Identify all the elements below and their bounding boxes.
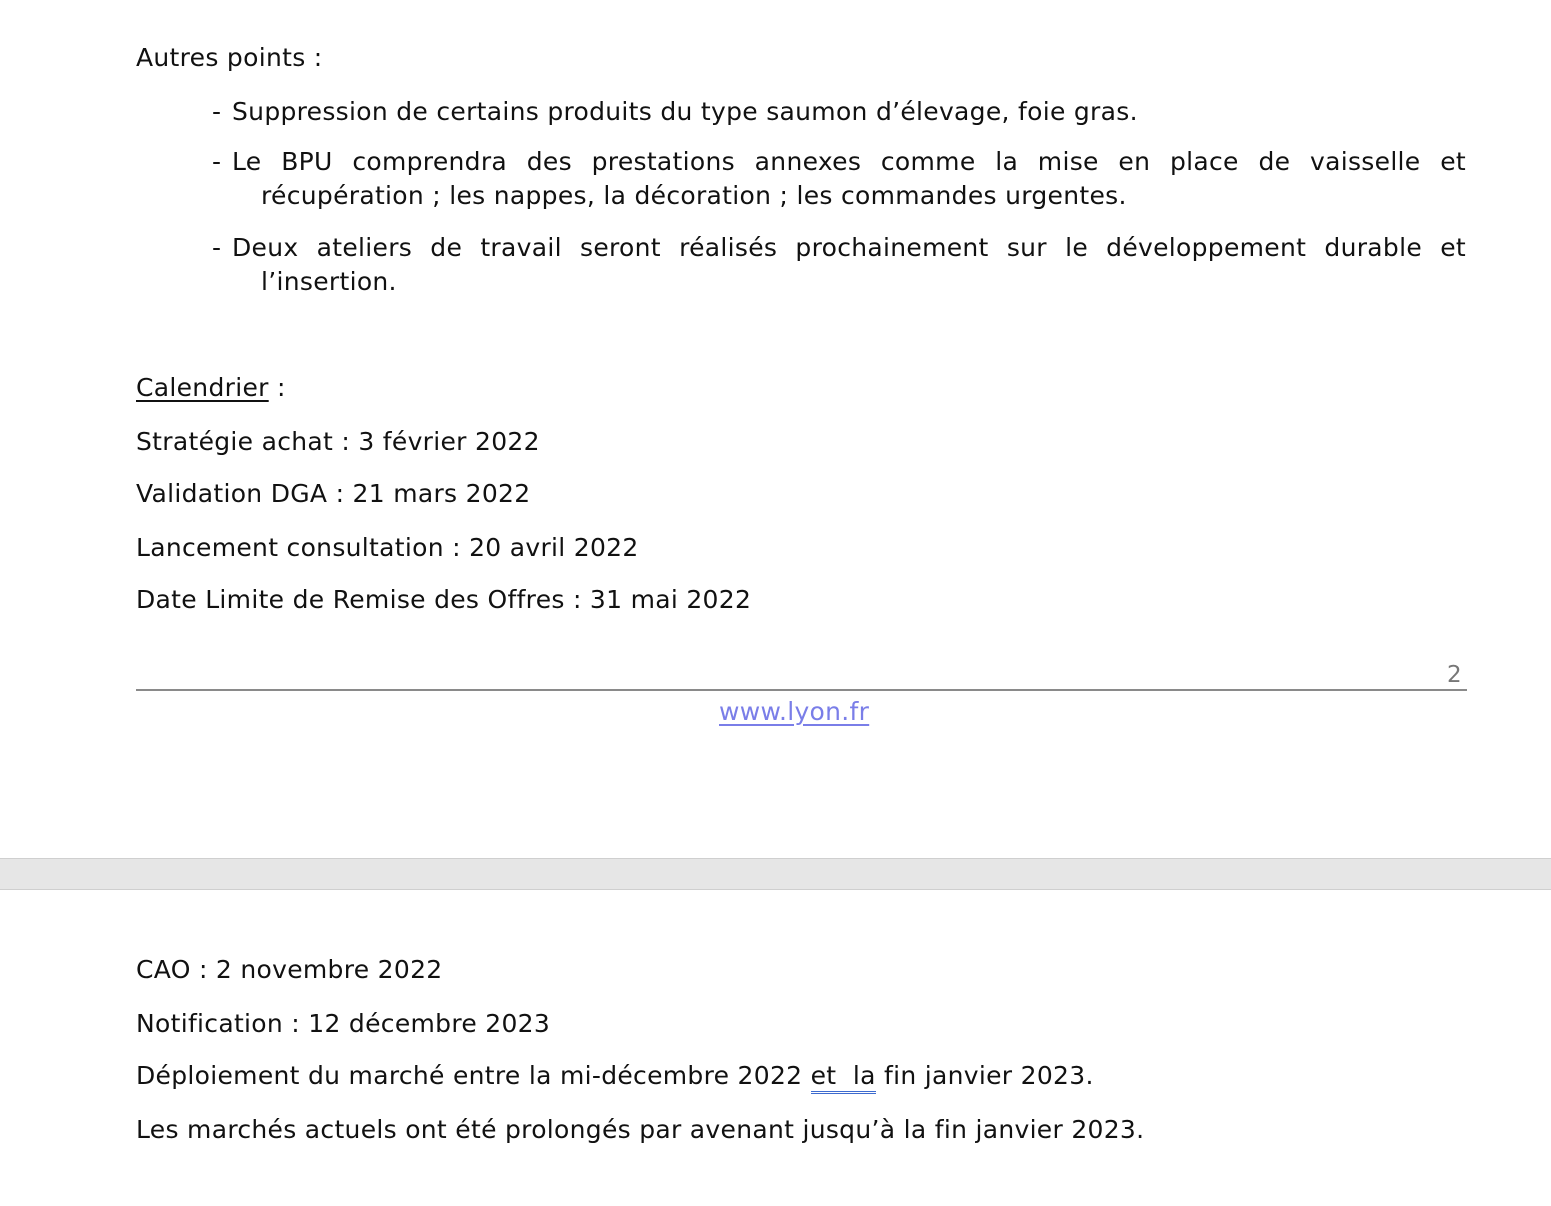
calendrier-heading-label: Calendrier: [136, 373, 269, 402]
notification-line: Notification : 12 décembre 2023: [136, 1009, 551, 1038]
validation-dga-line: Validation DGA : 21 mars 2022: [136, 479, 531, 508]
footer-link-lyon[interactable]: www.lyon.fr: [719, 697, 870, 726]
page-break-separator: [0, 858, 1551, 890]
deploiement-text-end: fin janvier 2023.: [875, 1061, 1094, 1090]
cao-line: CAO : 2 novembre 2022: [136, 955, 443, 984]
calendrier-heading-colon: :: [268, 373, 286, 402]
deploiement-text-start: Déploiement du marché entre la mi-décembre 2022: [136, 1061, 811, 1090]
grammar-marked-text[interactable]: et la: [811, 1061, 876, 1094]
strategie-achat-line: Stratégie achat : 3 février 2022: [136, 427, 540, 456]
lancement-consultation-line: Lancement consultation : 20 avril 2022: [136, 533, 639, 562]
page-number: 2: [1447, 662, 1462, 688]
footer-divider: [136, 689, 1467, 691]
bullet-bpu-line2: récupération ; les nappes, la décoration ; les commandes urgentes.: [261, 181, 1127, 210]
bullet-bpu-line1: Le BPU comprendra des prestations annexes comme la mise en place de vaisselle et: [232, 147, 1466, 176]
calendrier-heading: [136, 373, 286, 402]
bullet-ateliers-line1: Deux ateliers de travail seront réalisés prochainement sur le développement durable et: [232, 233, 1466, 262]
bullet-dash: -: [212, 97, 222, 126]
deploiement-line: [136, 1061, 1094, 1090]
bullet-dash: -: [212, 147, 222, 176]
bullet-dash: -: [212, 233, 222, 262]
marches-actuels-line: Les marchés actuels ont été prolongés par avenant jusqu’à la fin janvier 2023.: [136, 1115, 1145, 1144]
date-limite-line: Date Limite de Remise des Offres : 31 mai 2022: [136, 585, 752, 614]
autres-points-heading: Autres points :: [136, 43, 323, 72]
bullet-ateliers-line2: l’insertion.: [261, 267, 397, 296]
bullet-suppression: Suppression de certains produits du type saumon d’élevage, foie gras.: [232, 97, 1138, 126]
